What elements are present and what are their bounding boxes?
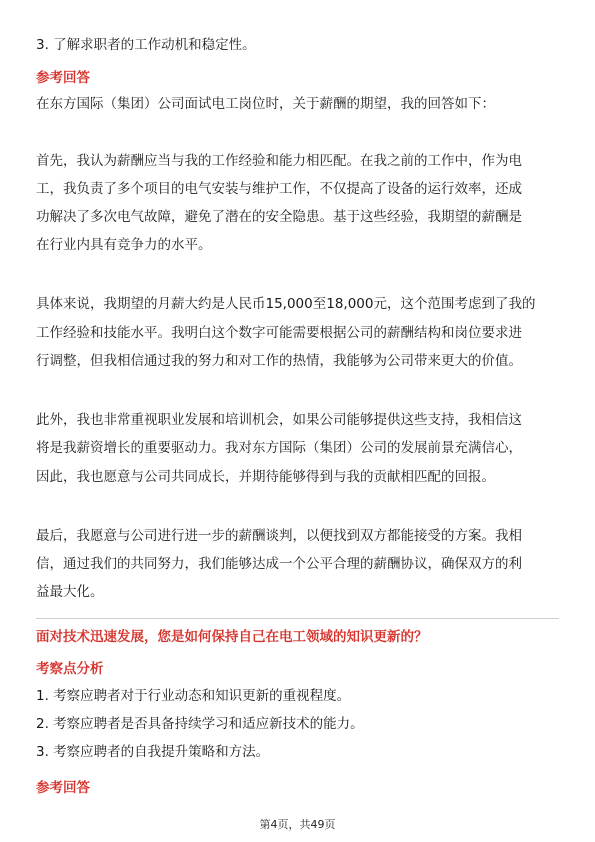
paragraph-line: 具体来说，我期望的月薪大约是人民币15,000至18,000元，这个范围考虑到了我的 (36, 296, 536, 312)
paragraph-line: 首先，我认为薪酬应当与我的工作经验和能力相匹配。在我之前的工作中，作为电 (36, 153, 522, 169)
analysis-item: 1. 考察应聘者对于行业动态和知识更新的重视程度。 (36, 688, 351, 704)
question-title: 面对技术迅速发展，您是如何保持自己在电工领域的知识更新的？ (36, 629, 428, 645)
paragraph-line: 将是我薪资增长的重要驱动力。我对东方国际（集团）公司的发展前景充满信心， (36, 440, 522, 456)
paragraph-line: 工，我负责了多个项目的电气安装与维护工作，不仅提高了设备的运行效率，还成 (36, 181, 522, 197)
paragraph-line: 行调整，但我相信通过我的努力和对工作的热情，我能够为公司带来更大的价值。 (36, 353, 522, 369)
section-divider (36, 618, 559, 619)
answer-heading: 参考回答 (36, 70, 90, 86)
paragraph-line: 工作经验和技能水平。我明白这个数字可能需要根据公司的薪酬结构和岗位要求进 (36, 325, 522, 341)
page-number: 第4页，共49页 (259, 818, 336, 831)
answer-intro: 在东方国际（集团）公司面试电工岗位时，关于薪酬的期望，我的回答如下： (36, 96, 495, 112)
analysis-item: 3. 考察应聘者的自我提升策略和方法。 (36, 744, 270, 760)
paragraph-line: 功解决了多次电气故障，避免了潜在的安全隐患。基于这些经验，我期望的薪酬是 (36, 209, 522, 225)
previous-analysis-item: 3. 了解求职者的工作动机和稳定性。 (36, 37, 256, 53)
answer-heading: 参考回答 (36, 780, 90, 796)
paragraph-line: 益最大化。 (36, 584, 104, 600)
analysis-heading: 考察点分析 (36, 661, 104, 677)
paragraph-line: 因此，我也愿意与公司共同成长，并期待能够得到与我的贡献相匹配的回报。 (36, 469, 495, 485)
paragraph-line: 在行业内具有竞争力的水平。 (36, 237, 212, 253)
paragraph-line: 此外，我也非常重视职业发展和培训机会，如果公司能够提供这些支持，我相信这 (36, 412, 522, 428)
paragraph-line: 信，通过我们的共同努力，我们能够达成一个公平合理的薪酬协议，确保双方的利 (36, 556, 522, 572)
analysis-item: 2. 考察应聘者是否具备持续学习和适应新技术的能力。 (36, 716, 364, 732)
paragraph-line: 最后，我愿意与公司进行进一步的薪酬谈判，以便找到双方都能接受的方案。我相 (36, 528, 522, 544)
